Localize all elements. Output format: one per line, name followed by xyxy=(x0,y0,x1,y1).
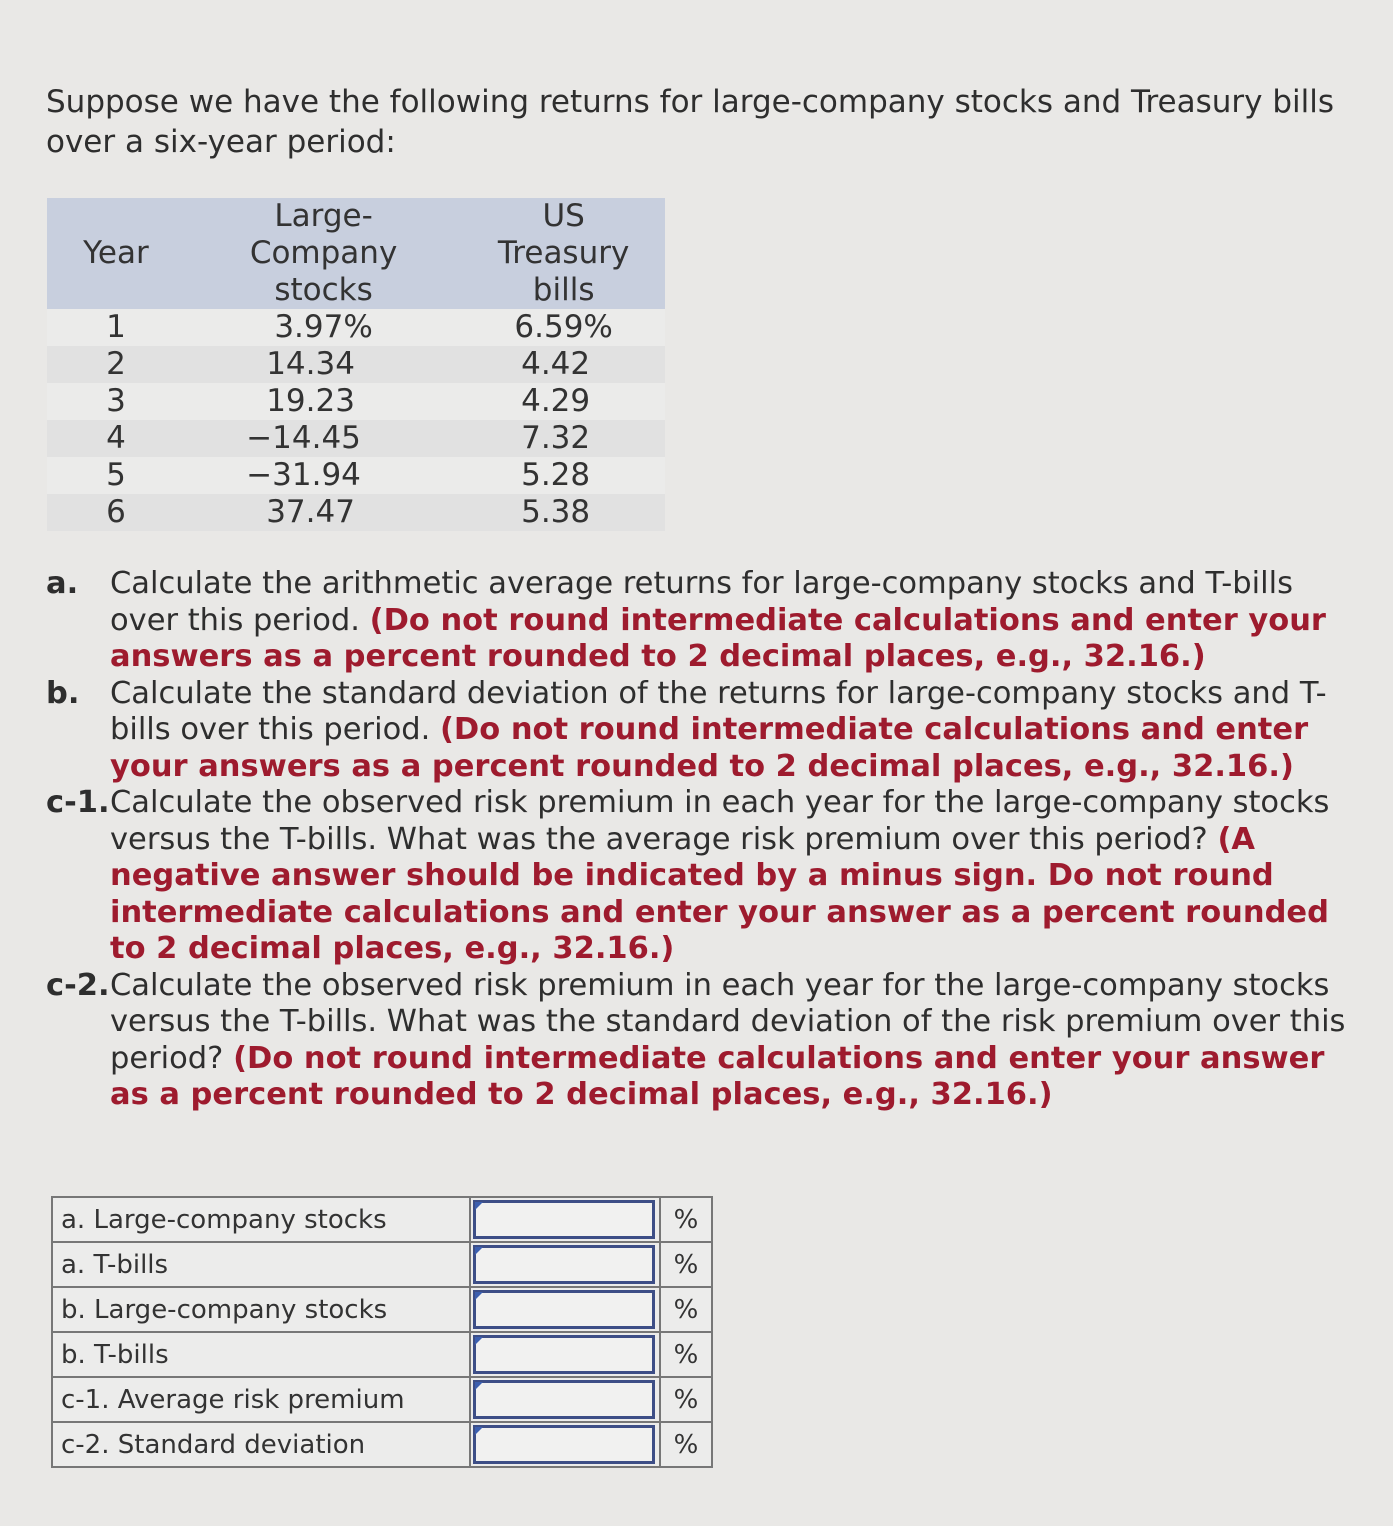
table-row xyxy=(47,309,665,346)
header-stocks: Large-Company stocks xyxy=(185,198,462,309)
percent-unit: % xyxy=(660,1197,712,1242)
answer-label: b. Large-company stocks xyxy=(52,1287,470,1332)
stocks-cell: −14.45 xyxy=(185,420,462,457)
question-label: c-2. xyxy=(46,967,110,1003)
year-cell: 6 xyxy=(47,494,185,531)
table-row xyxy=(47,420,665,457)
table-row xyxy=(47,346,665,383)
answer-table xyxy=(51,1196,713,1468)
answer-label: a. T-bills xyxy=(52,1242,470,1287)
answer-label: b. T-bills xyxy=(52,1332,470,1377)
answer-row-c2 xyxy=(52,1422,712,1467)
percent-unit: % xyxy=(660,1242,712,1287)
answer-row-a-tbills xyxy=(52,1242,712,1287)
question-label: c-1. xyxy=(46,785,110,820)
answer-input-a-stocks[interactable] xyxy=(473,1200,655,1239)
answer-input-b-stocks[interactable] xyxy=(473,1290,655,1329)
stocks-cell: 37.47 xyxy=(185,494,462,531)
answer-row-b-stocks xyxy=(52,1287,712,1332)
question-b xyxy=(46,676,1346,786)
year-cell: 2 xyxy=(47,346,185,383)
question-label: a. xyxy=(46,566,79,601)
answer-label: a. Large-company stocks xyxy=(52,1197,470,1242)
percent-unit: % xyxy=(660,1422,712,1467)
year-cell: 1 xyxy=(47,309,185,346)
returns-table xyxy=(47,198,665,531)
stocks-cell: 19.23 xyxy=(185,383,462,420)
question-text: Calculate the arithmetic average returns for large-company stocks and T-bills over this period. xyxy=(110,566,1293,638)
question-text: Calculate the observed risk premium in each year for the large-company stocks versus the T-bills. What was the standard deviation of the risk premium over this period? xyxy=(110,967,1346,1076)
stocks-cell: 14.34 xyxy=(185,346,462,383)
year-cell: 5 xyxy=(47,457,185,494)
answer-row-c1 xyxy=(52,1377,712,1422)
question-c2 xyxy=(46,968,1346,1114)
year-cell: 4 xyxy=(47,420,185,457)
header-year: Year xyxy=(47,198,185,309)
answer-row-b-tbills xyxy=(52,1332,712,1377)
question-c1 xyxy=(46,785,1346,968)
year-cell: 3 xyxy=(47,383,185,420)
answer-label: c-1. Average risk premium xyxy=(52,1377,470,1422)
stocks-cell: 3.97% xyxy=(185,309,462,346)
tbills-cell: 5.28 xyxy=(462,457,665,494)
returns-header-row xyxy=(47,198,665,309)
table-row xyxy=(47,494,665,531)
problem-intro: Suppose we have the following returns for large-company stocks and Treasury bills over a six-year period: xyxy=(46,84,1334,160)
question-list xyxy=(46,566,1346,1114)
question-a xyxy=(46,566,1346,676)
answer-input-b-tbills[interactable] xyxy=(473,1335,655,1374)
table-row xyxy=(47,457,665,494)
question-note: (Do not round intermediate calculations and enter your answer as a percent rounded to 2 decimal places, e.g., 32.16.) xyxy=(110,1040,1325,1112)
question-text: Calculate the observed risk premium in each year for the large-company stocks versus the T-bills. What was the average risk premium over this period? xyxy=(110,785,1330,857)
question-note: (Do not round intermediate calculations and enter your answers as a percent rounded to 2 decimal places, e.g., 32.16.) xyxy=(110,602,1326,674)
tbills-cell: 4.29 xyxy=(462,383,665,420)
tbills-cell: 4.42 xyxy=(462,346,665,383)
answer-input-a-tbills[interactable] xyxy=(473,1245,655,1284)
question-label: b. xyxy=(46,675,80,711)
answer-row-a-stocks xyxy=(52,1197,712,1242)
question-note: (Do not round intermediate calculations and enter your answers as a percent rounded to 2 decimal places, e.g., 32.16.) xyxy=(110,712,1309,784)
percent-unit: % xyxy=(660,1377,712,1422)
tbills-cell: 6.59% xyxy=(462,309,665,346)
header-tbills: US Treasury bills xyxy=(462,198,665,309)
question-text: Calculate the standard deviation of the returns for large-company stocks and T-bills over this period. xyxy=(110,675,1327,747)
tbills-cell: 5.38 xyxy=(462,494,665,531)
answer-label: c-2. Standard deviation xyxy=(52,1422,470,1467)
stocks-cell: −31.94 xyxy=(185,457,462,494)
tbills-cell: 7.32 xyxy=(462,420,665,457)
question-note: (A negative answer should be indicated by a minus sign. Do not round intermediate calculations and enter your answer as a percent rounded to 2 decimal places, e.g., 32.16.) xyxy=(110,821,1329,966)
percent-unit: % xyxy=(660,1287,712,1332)
answer-input-c2[interactable] xyxy=(473,1425,655,1464)
table-row xyxy=(47,383,665,420)
answer-input-c1[interactable] xyxy=(473,1380,655,1419)
percent-unit: % xyxy=(660,1332,712,1377)
